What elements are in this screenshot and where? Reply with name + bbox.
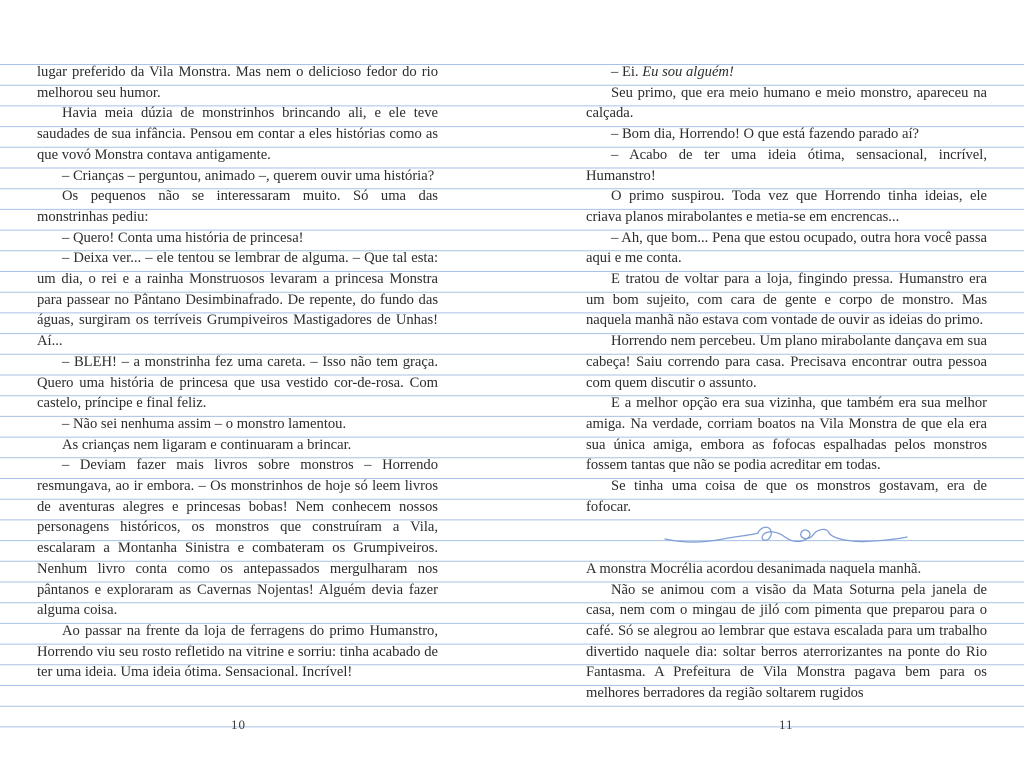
section-opening-line: A monstra Mocrélia acordou desanimada naquela manhã. [586,560,922,577]
paragraph: E a melhor opção era sua vizinha, que também era sua melhor amiga. Na verdade, corriam boatos na Vila Monstra de que ela era sua única amiga, embora as fofocas espalhadas pelos monstros fossem tantas que não se podia acreditar em todas. [586,395,987,474]
paragraph: – Não sei nenhuma assim – o monstro lamentou. [62,415,347,432]
paragraph: Se tinha uma coisa de que os monstros gostavam, era de fofocar. [586,478,987,515]
paragraph: O primo suspirou. Toda vez que Horrendo tinha ideias, ele criava planos mirabolantes e metia-se em encrencas... [586,188,987,225]
dialog-line [586,62,987,83]
paragraph: – Ah, que bom... Pena que estou ocupado, outra hora você passa aqui e me conta. [586,229,987,267]
paragraph: Não se animou com a visão da Mata Soturna pela janela de casa, nem com o mingau de jiló com pimenta que preparou para o café. Só se alegrou ao lembrar que estava escalada para um trabalho divertido naquele dia: soltar berros aterrorizantes na ponte do Rio Fantasma. A Prefeitura de Vila Monstra pagava bem para os melhores berradores da região soltarem rugidos [586,581,987,702]
dialog-italic: Eu sou alguém! [642,64,734,80]
paragraph: – Bom dia, Horrendo! O que está fazendo parado aí? [611,126,919,143]
paragraph: lugar preferido da Vila Monstra. Mas nem o delicioso fedor do rio melhorou seu humor. [37,64,438,101]
paragraph: As crianças nem ligaram e continuaram a brincar. [62,436,352,453]
paragraph: – BLEH! – a monstrinha fez uma careta. – Isso não tem graça. Quero uma história de princesa que usa vestido cor-de-rosa. Com castelo, príncipe e final feliz. [37,353,438,412]
paragraph: – Deviam fazer mais livros sobre monstros – Horrendo resmungava, ao ir embora. – Os monstrinhos de hoje só leem livros de aventuras alegres e princesas bobas! Nem conhecem nossos personagens históricos, os monstros que construíram a Vila, escalaram a Montanha Sinistra e combateram os Grumpiveiros. Nenhum livro conta como os antepassados mergulharam nos pântanos e exploraram as Cavernas Nojentas! Alguém devia fazer alguma coisa. [37,457,438,619]
paragraph: Horrendo nem percebeu. Um plano mirabolante dançava em sua cabeça! Saiu correndo para casa. Precisava encontrar outra pessoa com quem discutir o assunto. [586,333,987,391]
paragraph: – Quero! Conta uma história de princesa! [62,229,304,246]
paragraph: – Crianças – perguntou, animado –, querem ouvir uma história? [62,167,435,184]
curly-scroll-divider-icon [663,521,909,553]
page-number-right: 11 [779,717,794,732]
paragraph: – Deixa ver... – ele tentou se lembrar de alguma. – Que tal esta: um dia, o rei e a rainha Monstruosos levaram a princesa Monstra para passear no Pântano Desimbinafrado. De repente, do fundo das águas, surgiram os terríveis Grumpiveiros Mastigadores de Unhas! Aí... [37,250,438,350]
paragraph: Ao passar na frente da loja de ferragens do primo Humanstro, Horrendo viu seu rosto refletido na vitrine e sorriu: tinha acabado de ter uma ideia. Uma ideia ótima. Sensacional. Incrível! [37,622,438,681]
right-paragraphs [586,83,987,518]
paragraph: Os pequenos não se interessaram muito. Só uma das monstrinhas pediu: [37,188,438,225]
paragraph: Seu primo, que era meio humano e meio monstro, apareceu na calçada. [586,84,987,122]
right-paragraphs-section2 [586,580,987,704]
paragraph: Havia meia dúzia de monstrinhos brincando ali, e ele teve saudades de sua infância. Pensou em contar a eles histórias como as que vovó Monstra contava antigamente. [37,105,438,163]
page-number-left: 10 [231,717,246,732]
right-page-text [586,62,987,704]
paragraph: – Acabo de ter uma ideia ótima, sensacional, incrível, Humanstro! [586,146,987,184]
left-page-text [37,62,438,683]
paragraph: E tratou de voltar para a loja, fingindo pressa. Humanstro era um bom sujeito, com cara de gente e corpo de monstro. Mas naquela manhã não estava com vontade de ouvir as ideias do primo. [586,271,987,329]
dialog-dash: – Ei. [611,64,643,80]
